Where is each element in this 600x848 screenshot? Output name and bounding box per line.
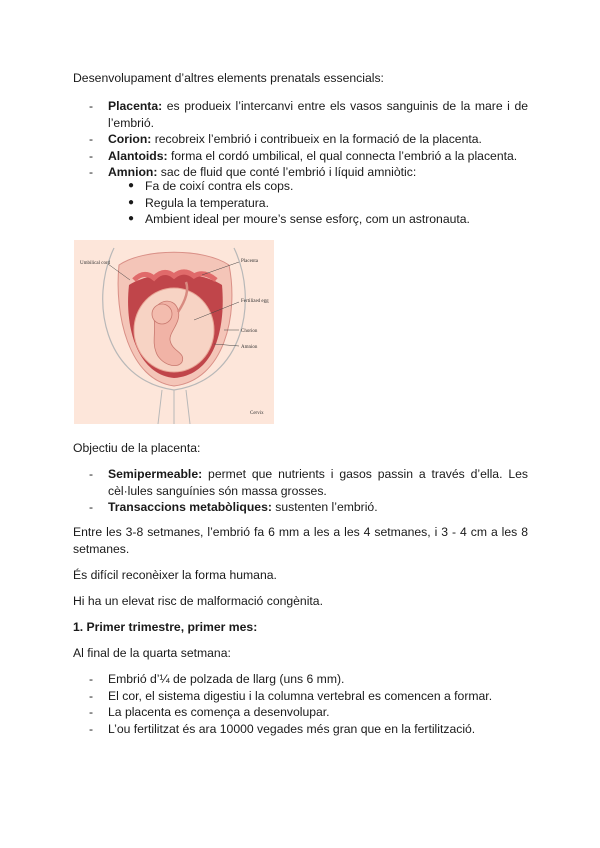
- amnion-sublist: [73, 178, 528, 228]
- placenta-list: [73, 466, 528, 516]
- week-list: [73, 671, 528, 737]
- list-item: ● Regula la temperatura.: [128, 195, 269, 210]
- label-amnion: Amnion: [241, 345, 258, 350]
- list-item: - Transaccions metabòliques: sustenten l’embrió.: [89, 500, 378, 515]
- list-item: - El cor, el sistema digestiu i la columna vertebral es comencen a formar.: [89, 688, 493, 703]
- list-item: - Corion: recobreix l’embrió i contribueix en la formació de la placenta.: [89, 132, 482, 147]
- section-heading: 1. Primer trimestre, primer mes:: [73, 620, 258, 634]
- list-item: - Placenta: es produeix l’intercanvi entre els vasos sanguinis de la mare i de l’embrió.: [89, 99, 528, 130]
- label-fertilized-egg: Fertilized egg: [241, 299, 269, 304]
- list-item: ● Ambient ideal per moure’s sense esforç, com un astronauta.: [128, 212, 470, 227]
- paragraph-size: Entre les 3-8 setmanes, l’embrió fa 6 mm a les a les 4 setmanes, i 3 - 4 cm a les 8 setmanes.: [73, 525, 528, 556]
- label-umbilical: Umbilical cord: [80, 261, 111, 266]
- list-item: - Amnion: sac de fluid que conté l’embrió i líquid amniòtic:: [89, 165, 417, 180]
- list-item: - Embrió d’¼ de polzada de llarg (uns 6 mm).: [89, 672, 345, 686]
- label-placenta: Placenta: [241, 259, 258, 264]
- label-chorion: Chorion: [241, 329, 258, 334]
- intro-text: Desenvolupament d’altres elements prenatals essencials:: [73, 71, 384, 85]
- paragraph-risk: Hi ha un elevat risc de malformació congènita.: [73, 594, 323, 608]
- week-intro-text: Al final de la quarta setmana:: [73, 646, 231, 660]
- list-item: - L’ou fertilitzat és ara 10000 vegades més gran que en la fertilització.: [89, 721, 476, 736]
- embryo-head: [152, 304, 172, 324]
- label-cervix: Cervix: [250, 411, 264, 416]
- list-item: - La placenta es comença a desenvolupar.: [89, 705, 330, 720]
- list-item: - Alantoids: forma el cordó umbilical, el qual connecta l’embrió a la placenta.: [89, 148, 518, 163]
- embryo-illustration: [74, 240, 274, 424]
- elements-list: [73, 98, 528, 181]
- placenta-goal-text: Objectiu de la placenta:: [73, 441, 201, 455]
- list-item: - Semipermeable: permet que nutrients i gasos passin a través d’ella. Les cèl·lules sanguínies són massa grosses.: [89, 467, 528, 498]
- list-item: ● Fa de coixí contra els cops.: [128, 179, 294, 193]
- paragraph-form: És difícil reconèixer la forma humana.: [73, 568, 277, 582]
